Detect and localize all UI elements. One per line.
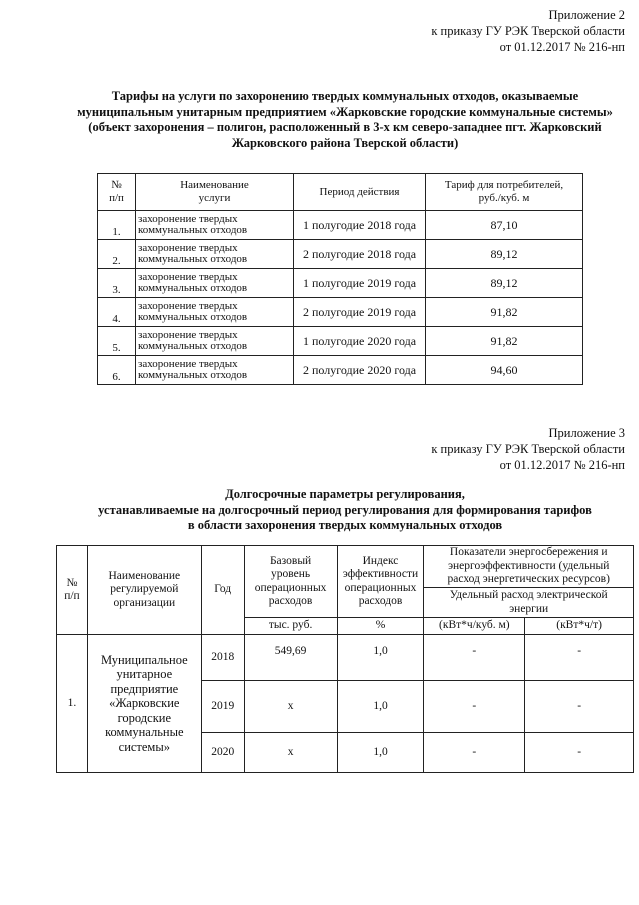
row-period: 1 полугодие 2019 года [294,269,426,298]
row-org-line6: коммунальные [105,725,184,740]
tariffs-title-line4: Жарковского района Тверской области) [231,135,459,150]
appendix-3-header [431,425,625,473]
appendix-2-line3: от 01.12.2017 № 216-нп [499,40,625,54]
header-num-line1: № [111,179,122,191]
row-base-costs: х [244,733,337,773]
row-tariff: 91,82 [426,298,583,327]
row-service-line2: коммунальных отходов [138,340,248,352]
row-service-line1: захоронение твердых [138,241,238,254]
header-service-line2: услуги [198,192,231,204]
row-service-line2: коммунальных отходов [138,369,248,381]
row-service-line1: захоронение твердых [138,299,238,312]
row-tariff: 94,60 [426,356,583,385]
row-service-line2: коммунальных отходов [138,311,248,323]
appendix-3-line3: от 01.12.2017 № 216-нп [499,458,625,472]
row-period: 2 полугодие 2018 года [294,240,426,269]
row-num: 1. [57,635,88,773]
row-year: 2019 [201,681,244,733]
row-base-costs: 549,69 [244,635,337,681]
appendix-2-header [431,7,625,55]
table-row [98,240,583,269]
row-service-line1: захоронение твердых [138,328,238,341]
parameters-title-line2: устанавливаемые на долгосрочный период регулирования для формирования тарифов [98,502,592,517]
header-service-line1: Наименование [180,179,249,191]
unit-e1: (кВт*ч/куб. м) [424,618,525,635]
table-row [98,327,583,356]
tariffs-title-line3: (объект захоронения – полигон, расположенный в 3-х км северо-западнее пгт. Жарковский [88,120,602,134]
row-num: 4. [98,298,136,327]
row-org-line7: системы» [118,739,170,754]
header-num-line2: п/п [64,590,80,602]
row-org-line1: Муниципальное [100,652,188,667]
parameters-title-line3: в области захоронения твердых коммунальных отходов [187,518,503,532]
header-base-line4: расходов [268,595,313,607]
header-base-line1: Базовый [269,554,312,567]
row-service-line1: захоронение твердых [138,212,238,225]
header-base-line2: уровень [271,568,311,580]
header-index-line3: операционных [344,581,417,594]
header-elec-line1: Удельный расход электрической [449,589,608,601]
tariffs-table-header-row [98,174,583,211]
row-year: 2018 [201,635,244,681]
header-index-line1: Индекс [362,554,399,567]
row-service-line1: захоронение твердых [138,270,238,283]
header-energy-line1: Показатели энергосбережения и [449,546,608,559]
tariffs-title [60,89,630,151]
row-org-line4: «Жарковские [109,696,180,711]
row-efficiency-index: 1,0 [337,733,424,773]
unit-index: % [337,618,424,635]
row-base-costs: х [244,681,337,733]
row-e1: - [424,733,525,773]
header-service-name [136,174,294,211]
row-e1: - [424,635,525,681]
parameters-title-line1: Долгосрочные параметры регулирования, [225,487,465,501]
row-tariff: 89,12 [426,240,583,269]
row-service [136,240,294,269]
row-service [136,298,294,327]
row-org-line3: предприятие [110,681,179,696]
row-efficiency-index: 1,0 [337,681,424,733]
header-energy-indicators [424,546,634,588]
header-base-costs [244,546,337,618]
header-energy-line2: энергоэффективности (удельный [448,559,610,572]
row-service-line2: коммунальных отходов [138,224,248,236]
header-num [98,174,136,211]
header-period: Период действия [294,174,426,211]
row-num: 1. [98,211,136,240]
row-num: 3. [98,269,136,298]
row-period: 2 полугодие 2019 года [294,298,426,327]
row-num: 5. [98,327,136,356]
header-tariff-line1: Тариф для потребителей, [444,179,564,191]
table-row [98,269,583,298]
row-e1: - [424,681,525,733]
header-num-line2: п/п [109,192,124,204]
row-period: 2 полугодие 2020 года [294,356,426,385]
row-tariff: 91,82 [426,327,583,356]
tariffs-title-line2: муниципальным унитарным предприятием «Жарковские городские коммунальные системы» [77,104,613,119]
header-year: Год [201,546,244,635]
row-e2: - [525,635,634,681]
header-tariff [426,174,583,211]
appendix-3-line1: Приложение 3 [548,426,625,440]
header-base-line3: операционных [254,581,327,594]
row-service-line2: коммунальных отходов [138,282,248,294]
table-row [98,356,583,385]
row-service-line1: захоронение твердых [138,357,238,370]
parameters-header-row-1 [57,546,634,588]
appendix-2-line1: Приложение 2 [548,8,625,22]
row-service [136,269,294,298]
header-index-line2: эффективности [342,568,419,580]
unit-base: тыс. руб. [244,618,337,635]
tariffs-table [97,173,583,385]
header-elec-line2: энергии [509,602,549,615]
row-tariff: 87,10 [426,211,583,240]
row-period: 1 полугодие 2018 года [294,211,426,240]
row-e2: - [525,733,634,773]
row-org-line5: городские [117,710,172,725]
table-row [98,211,583,240]
header-tariff-line2: руб./куб. м [478,192,530,204]
row-num: 2. [98,240,136,269]
row-service [136,356,294,385]
header-energy-line3: расход энергетических ресурсов) [447,573,610,586]
header-electricity [424,588,634,618]
row-tariff: 89,12 [426,269,583,298]
header-org-line3: организации [113,596,176,609]
appendix-3-line2: к приказу ГУ РЭК Тверской области [431,442,625,456]
table-row [57,635,634,681]
header-num-line1: № [66,576,78,589]
row-e2: - [525,681,634,733]
row-year: 2020 [201,733,244,773]
row-efficiency-index: 1,0 [337,635,424,681]
header-index-line4: расходов [358,595,403,607]
parameters-table [56,545,634,773]
header-org-line1: Наименование [108,569,181,582]
unit-e2: (кВт*ч/т) [525,618,634,635]
row-num: 6. [98,356,136,385]
parameters-title [60,487,630,534]
row-org-line2: унитарное [116,667,173,682]
row-service [136,327,294,356]
header-efficiency-index [337,546,424,618]
tariffs-title-line1: Тарифы на услуги по захоронению твердых коммунальных отходов, оказываемые [111,89,579,103]
header-organization [87,546,201,635]
row-service [136,211,294,240]
row-organization [87,635,201,773]
row-service-line2: коммунальных отходов [138,253,248,265]
table-row [98,298,583,327]
header-org-line2: регулируемой [110,583,179,596]
appendix-2-line2: к приказу ГУ РЭК Тверской области [431,24,625,38]
row-period: 1 полугодие 2020 года [294,327,426,356]
header-num [57,546,88,635]
